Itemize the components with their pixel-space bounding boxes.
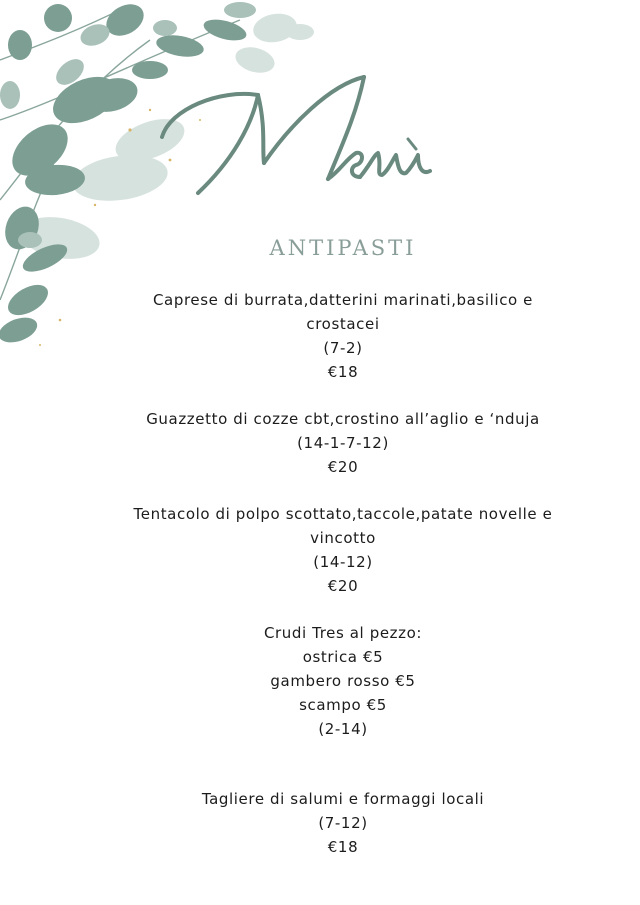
item-price: €18 xyxy=(327,363,359,381)
item-allergens: (14-12) xyxy=(313,553,373,571)
item-allergens: (7-2) xyxy=(323,339,363,357)
item-name: Tagliere di salumi e formaggi locali xyxy=(201,790,485,808)
item-price: €20 xyxy=(327,577,359,595)
item-option: gambero rosso €5 xyxy=(270,672,416,690)
menu-title-script xyxy=(160,75,450,215)
item-name: Tentacolo di polpo scottato,taccole,patate novelle e xyxy=(133,505,553,523)
menu-list xyxy=(0,288,640,859)
item-allergens: (7-12) xyxy=(318,814,368,832)
item-option: scampo €5 xyxy=(299,696,387,714)
item-name: Caprese di burrata,datterini marinati,basilico e xyxy=(152,291,534,309)
menu-item xyxy=(0,787,640,859)
item-name: crostacei xyxy=(306,315,380,333)
menu-item xyxy=(0,502,640,598)
item-price: €18 xyxy=(327,838,359,856)
item-allergens: (14-1-7-12) xyxy=(297,434,389,452)
item-name: Crudi Tres al pezzo: xyxy=(263,624,423,642)
item-name: Guazzetto di cozze cbt,crostino all’aglio e ‘nduja xyxy=(146,410,540,428)
item-name: vincotto xyxy=(310,529,376,547)
menu-item xyxy=(0,288,640,384)
item-price: €20 xyxy=(327,458,359,476)
item-allergens: (2-14) xyxy=(318,720,368,738)
item-option: ostrica €5 xyxy=(302,648,384,666)
menu-item xyxy=(0,407,640,479)
menu-item xyxy=(0,621,640,741)
section-heading-antipasti: ANTIPASTI xyxy=(269,236,417,260)
